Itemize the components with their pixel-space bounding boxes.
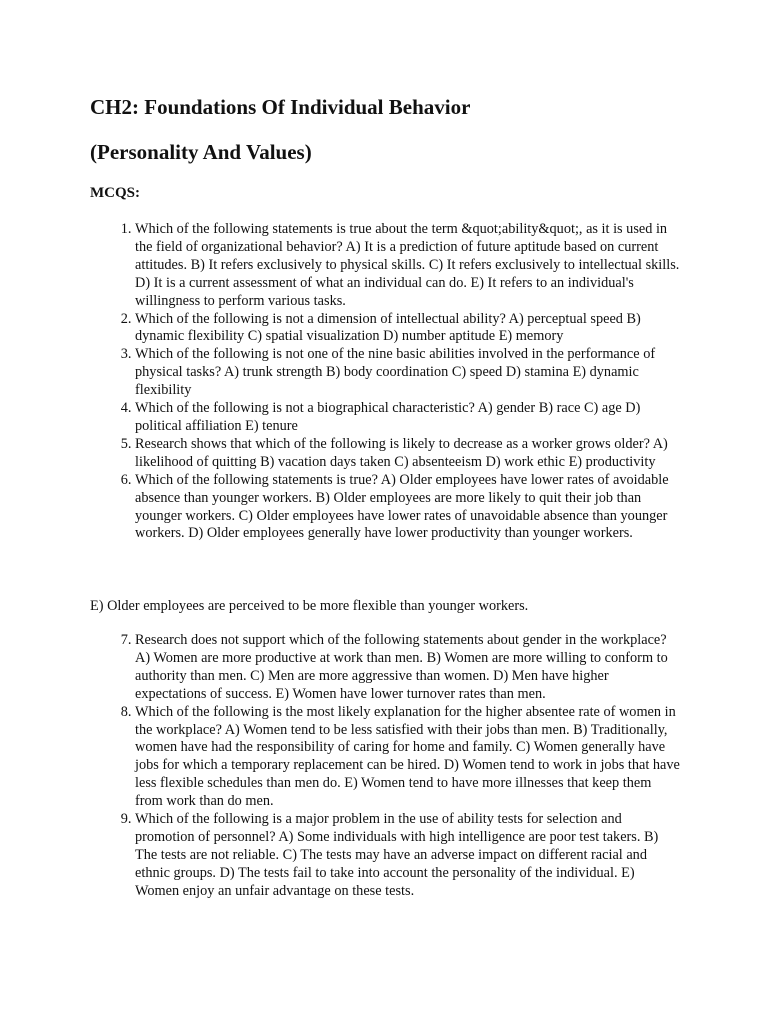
question-item: 4. Which of the following is not a biographical characteristic? A) gender B) race C) age D) political affiliation E) tenure (135, 400, 680, 436)
continuation-paragraph: E) Older employees are perceived to be more flexible than younger workers. (90, 598, 529, 614)
document-subtitle: (Personality And Values) (90, 140, 312, 164)
question-item: 6. Which of the following statements is true? A) Older employees have lower rates of avoidable absence than younger workers. B) Older employees are more likely to quit their job than younger workers. C) Older employees have lower rates of unavoidable absence than younger workers. D) Older employees generally have lower productivity than younger workers. (135, 472, 680, 544)
document-title: CH2: Foundations Of Individual Behavior (90, 95, 471, 119)
question-list-part-2 (135, 632, 680, 901)
question-item: 2. Which of the following is not a dimension of intellectual ability? A) perceptual speed B) dynamic flexibility C) spatial visualization D) number aptitude E) memory (135, 311, 680, 347)
question-item: 7. Research does not support which of the following statements about gender in the workplace? A) Women are more productive at work than men. B) Women are more willing to conform to authority than men. C) Men are more aggressive than women. D) Men have higher expectations of success. E) Women have lower turnover rates than men. (135, 632, 680, 704)
question-item: 8. Which of the following is the most likely explanation for the higher absentee rate of women in the workplace? A) Women tend to be less satisfied with their jobs than men. B) Traditionally, women have had the responsibility of caring for home and family. C) Women generally have jobs for which a temporary replacement can be hired. D) Women tend to work in jobs that have less flexible schedules than men do. E) Women tend to have more illnesses that keep them from work than do men. (135, 704, 680, 811)
section-heading: MCQS: (90, 185, 140, 201)
question-item: 1. Which of the following statements is true about the term &quot;ability&quot;, as it is used in the field of organizational behavior? A) It is a prediction of future aptitude based on current attitudes. B) It refers exclusively to physical skills. C) It refers exclusively to intellectual skills. D) It is a current assessment of what an individual can do. E) It refers to an individual's willingness to perform various tasks. (135, 221, 680, 311)
question-item: 3. Which of the following is not one of the nine basic abilities involved in the performance of physical tasks? A) trunk strength B) body coordination C) speed D) stamina E) dynamic flexibility (135, 346, 680, 400)
question-item: 5. Research shows that which of the following is likely to decrease as a worker grows older? A) likelihood of quitting B) vacation days taken C) absenteeism D) work ethic E) productivity (135, 436, 680, 472)
question-item: 9. Which of the following is a major problem in the use of ability tests for selection and promotion of personnel? A) Some individuals with high intelligence are poor test takers. B) The tests are not reliable. C) The tests may have an adverse impact on different racial and ethnic groups. D) The tests fail to take into account the personality of the individual. E) Women enjoy an unfair advantage on these tests. (135, 811, 680, 901)
question-list-part-1 (135, 221, 680, 543)
